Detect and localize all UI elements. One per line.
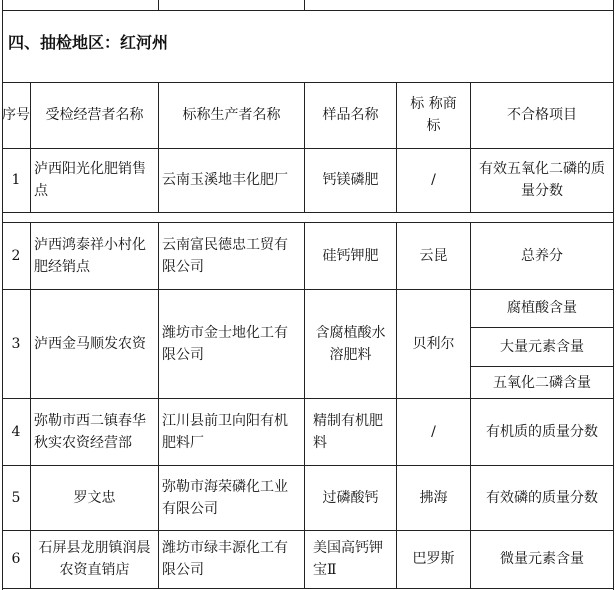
row-5-no: 5 — [11, 489, 21, 506]
header-sample: 样品名称 — [322, 107, 379, 123]
table-rule — [2, 588, 614, 589]
row-1-producer: 云南玉溪地丰化肥厂 — [162, 172, 288, 188]
table-rule — [304, 0, 305, 10]
row-5-producer: 弥勒市海荣磷化工业有限公司 — [162, 478, 288, 517]
row-1-no: 1 — [11, 172, 21, 188]
row-1-brand: / — [431, 172, 436, 188]
row-3-item-3: 五氧化二磷含量 — [493, 374, 591, 391]
row-2-item: 总养分 — [521, 247, 563, 264]
row-4-operator: 弥勒市西二镇春华秋实农资经营部 — [34, 412, 146, 451]
header-operator: 受检经营者名称 — [45, 107, 144, 123]
section-title: 四、抽检地区：红河州 — [8, 33, 169, 52]
row-5-item: 有效磷的质量分数 — [486, 489, 598, 506]
row-1-operator: 泸西阳光化肥销售点 — [34, 161, 146, 199]
table-rule — [2, 10, 614, 11]
row-3-item-2: 大量元素含量 — [500, 339, 584, 355]
row-2-producer: 云南富民德忠工贸有限公司 — [162, 236, 288, 275]
row-5-operator: 罗文忠 — [73, 489, 116, 506]
row-3-item-1: 腐植酸含量 — [507, 300, 577, 316]
row-2-sample: 硅钙钾肥 — [322, 247, 379, 264]
row-3-no: 3 — [11, 335, 21, 352]
table-rule — [2, 212, 614, 213]
row-5-brand: 拂海 — [419, 489, 448, 506]
header-items: 不合格项目 — [507, 107, 577, 123]
row-6-operator: 石屏县龙朋镇润晨农资直销店 — [38, 540, 151, 578]
row-2-no: 2 — [11, 247, 21, 264]
row-3-brand: 贝利尔 — [412, 335, 455, 352]
row-6-no: 6 — [11, 551, 21, 567]
row-4-sample: 精制有机肥料 — [313, 412, 383, 451]
row-1-sample: 钙镁磷肥 — [322, 172, 379, 188]
row-4-brand: / — [431, 423, 436, 440]
header-producer: 标称生产者名称 — [182, 107, 281, 123]
header-brand: 标 称商标 — [410, 96, 457, 134]
table-rule — [158, 0, 159, 10]
row-2-brand: 云昆 — [419, 247, 448, 264]
table-border-right — [613, 0, 614, 590]
row-4-item: 有机质的质量分数 — [486, 423, 598, 440]
row-6-item: 微量元素含量 — [500, 551, 584, 567]
row-4-producer: 江川县前卫向阳有机肥料厂 — [162, 412, 288, 451]
row-3-sample: 含腐植酸水溶肥料 — [315, 324, 386, 363]
row-6-producer: 潍坊市绿丰源化工有限公司 — [162, 540, 288, 578]
row-6-brand: 巴罗斯 — [412, 551, 455, 567]
row-2-operator: 泸西鸿泰祥小村化肥经销点 — [34, 236, 146, 275]
header-no: 序号 — [2, 107, 30, 123]
row-5-sample: 过磷酸钙 — [322, 489, 379, 506]
row-4-no: 4 — [11, 423, 21, 440]
row-1-item: 有效五氧化二磷的质量分数 — [479, 161, 605, 199]
row-3-operator: 泸西金马顺发农资 — [34, 335, 146, 352]
row-3-producer: 潍坊市金士地化工有限公司 — [162, 324, 288, 363]
row-6-sample: 美国高钙钾宝Ⅱ — [313, 540, 383, 578]
